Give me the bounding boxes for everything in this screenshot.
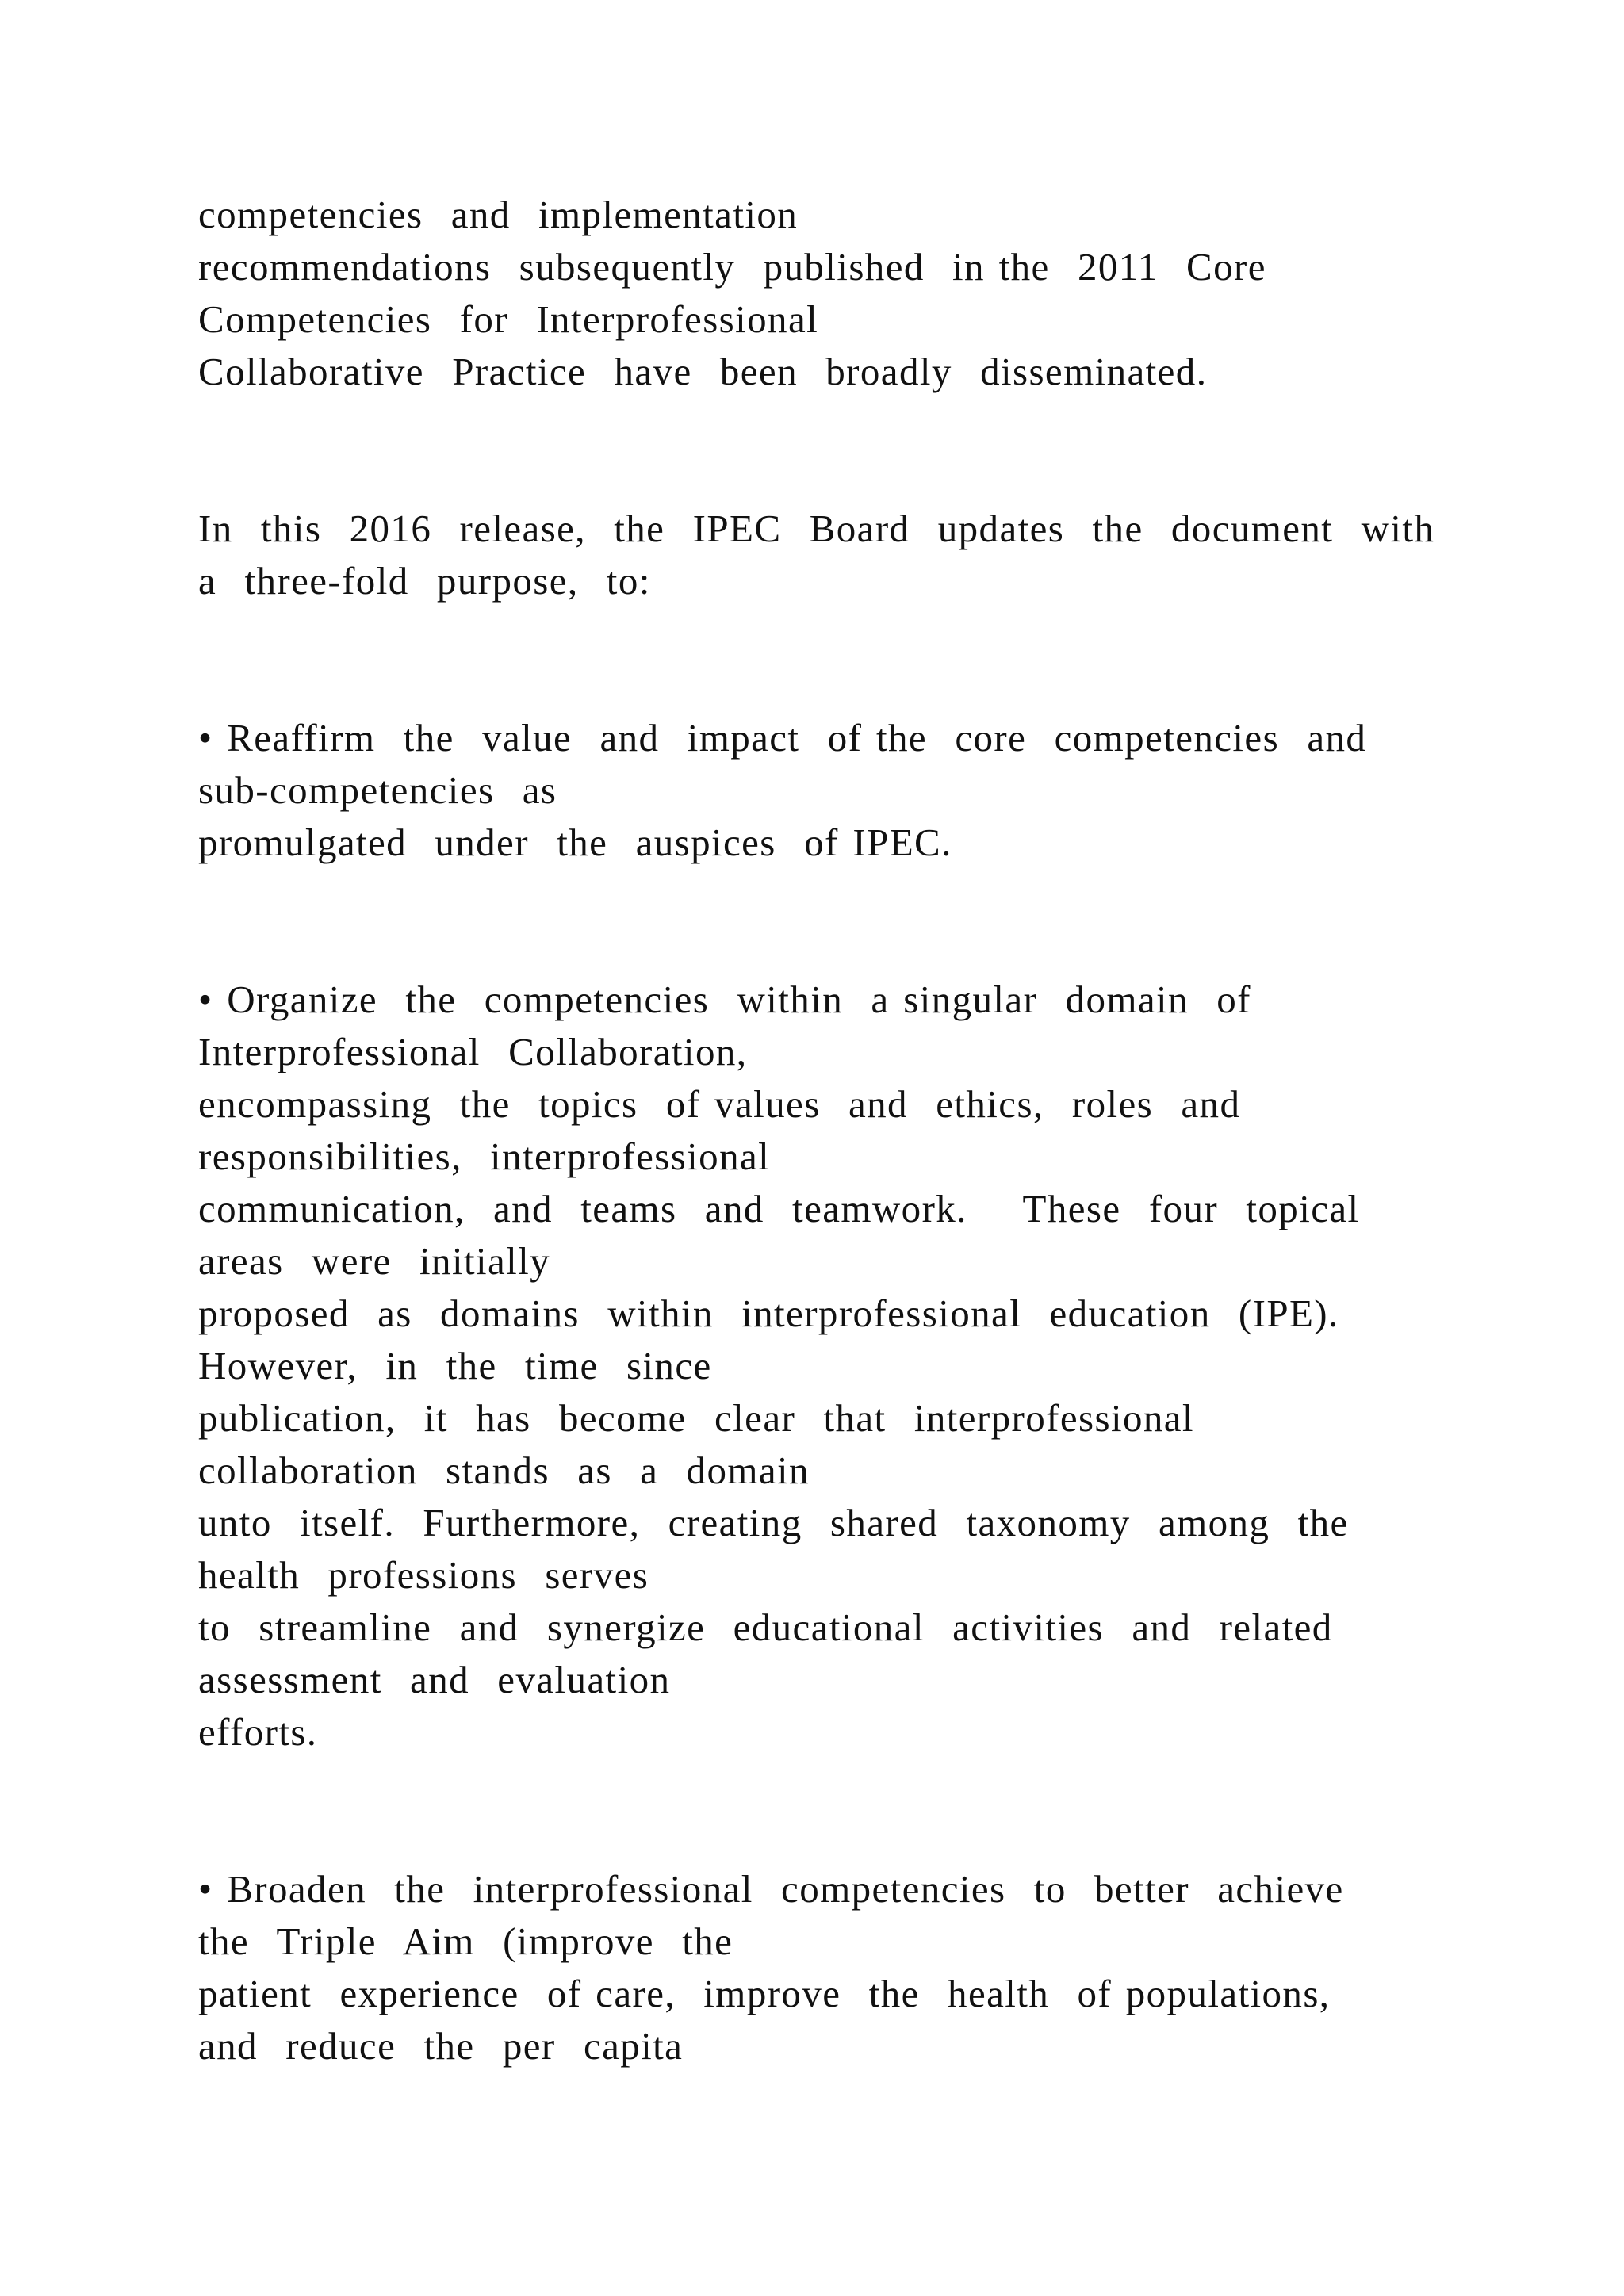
- text-line: proposed as domains within interprofessional education (IPE).: [198, 1292, 1339, 1335]
- text-line: competencies and implementation: [198, 193, 799, 236]
- text-line: • Broaden the interprofessional competencies to better achieve: [198, 1867, 1344, 1911]
- text-line: assessment and evaluation: [198, 1658, 671, 1701]
- text-line: In this 2016 release, the IPEC Board updates the document with: [198, 507, 1435, 550]
- document-body: [198, 189, 1435, 2072]
- paragraph-intro: [198, 189, 1435, 398]
- bullet-broaden: [198, 1863, 1435, 2072]
- text-line: communication, and teams and teamwork. These four topical: [198, 1187, 1360, 1230]
- text-line: encompassing the topics of values and ethics, roles and: [198, 1082, 1241, 1126]
- text-line: • Reaffirm the value and impact of the core competencies and: [198, 716, 1367, 760]
- paragraph-spacer: [198, 398, 1435, 503]
- text-line: collaboration stands as a domain: [198, 1448, 810, 1492]
- text-line: Collaborative Practice have been broadly disseminated.: [198, 350, 1208, 393]
- text-line: a three-fold purpose, to:: [198, 559, 651, 603]
- paragraph-spacer: [198, 869, 1435, 974]
- text-line: promulgated under the auspices of IPEC.: [198, 821, 952, 864]
- text-line: and reduce the per capita: [198, 2024, 684, 2068]
- text-line: the Triple Aim (improve the: [198, 1919, 733, 1963]
- paragraph-purpose: [198, 503, 1435, 607]
- text-line: patient experience of care, improve the health of populations,: [198, 1972, 1331, 2015]
- bullet-reaffirm: [198, 712, 1435, 869]
- text-line: • Organize the competencies within a singular domain of: [198, 978, 1251, 1021]
- paragraph-spacer: [198, 607, 1435, 712]
- text-line: areas were initially: [198, 1239, 551, 1283]
- text-line: Competencies for Interprofessional: [198, 297, 819, 341]
- text-line: to streamline and synergize educational activities and related: [198, 1605, 1333, 1649]
- text-line: efforts.: [198, 1710, 318, 1754]
- text-line: health professions serves: [198, 1553, 649, 1597]
- paragraph-spacer: [198, 1758, 1435, 1863]
- text-line: Interprofessional Collaboration,: [198, 1030, 748, 1073]
- text-line: unto itself. Furthermore, creating shared taxonomy among the: [198, 1501, 1349, 1544]
- text-line: sub-competencies as: [198, 768, 557, 812]
- text-line: However, in the time since: [198, 1344, 712, 1387]
- text-line: responsibilities, interprofessional: [198, 1135, 771, 1178]
- text-line: recommendations subsequently published in the 2011 Core: [198, 245, 1266, 289]
- bullet-organize: [198, 974, 1435, 1758]
- text-line: publication, it has become clear that interprofessional: [198, 1396, 1194, 1440]
